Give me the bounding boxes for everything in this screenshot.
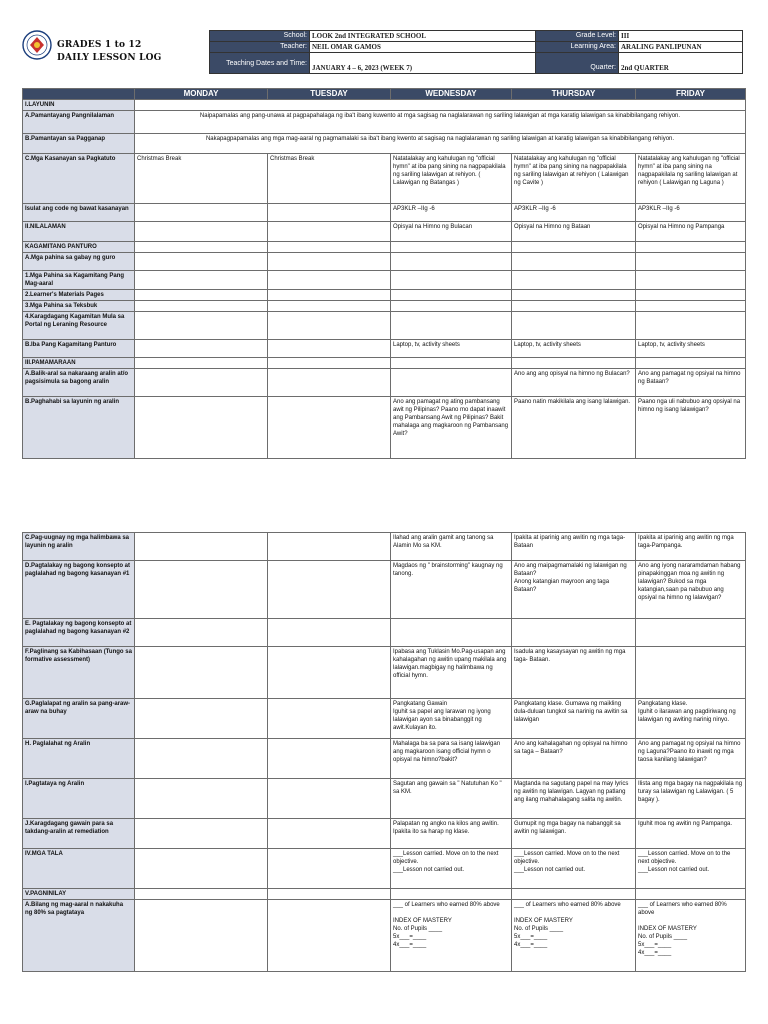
paglalapat-friday: Pangkatang klase. Iguhit o ilarawan ang pagdiriwang ng lalawigan ng awiting narinig ninyo. bbox=[636, 699, 746, 739]
empty-cell bbox=[391, 889, 512, 900]
empty-cell bbox=[268, 204, 391, 222]
empty-cell bbox=[135, 819, 268, 849]
pamantayang-pangnilalaman-text: Naipapamalas ang pang-unawa at pagpapahalaga ng iba't ibang kuwento at mga sagisag na naglalarawan ng sariling lalawigan at mga karatig lalawigan sa kinabibilangang rehiyon. bbox=[135, 111, 746, 134]
empty-cell bbox=[512, 312, 636, 340]
empty-cell bbox=[135, 739, 268, 779]
empty-cell bbox=[135, 340, 268, 358]
empty-cell bbox=[135, 561, 268, 619]
mga-tala-friday: ___Lesson carried. Move on to the next objective. ___Lesson not carried out. bbox=[636, 849, 746, 889]
quarter-label: Quarter: bbox=[536, 53, 619, 74]
empty-cell bbox=[135, 533, 268, 561]
mastery-friday: ___ of Learners who earned 80% above INDEX OF MASTERY No. of Pupils ____ 5x___=____ 4x___=____ bbox=[636, 900, 746, 972]
empty-cell bbox=[268, 242, 391, 253]
empty-cell bbox=[636, 889, 746, 900]
dll-title: GRADES 1 to 12 DAILY LESSON LOG bbox=[57, 40, 162, 63]
empty-cell bbox=[268, 647, 391, 699]
kasanayan-thursday: Natatalakay ang kahulugan ng "official hymn" at iba pang sining na nagpapakilala ng sariling lalawigan at rehiyon ( Lalawigan ng Cavite ) bbox=[512, 154, 636, 204]
empty-cell bbox=[268, 849, 391, 889]
empty-cell bbox=[512, 242, 636, 253]
row-label-paglalahat: H. Paglalahat ng Aralin bbox=[23, 739, 135, 779]
row-label-gabay-ng-guro: A.Mga pahina sa gabay ng guro bbox=[23, 253, 135, 271]
day-header-thursday: THURSDAY bbox=[512, 89, 636, 100]
row-label-nilalaman: II.NILALAMAN bbox=[23, 222, 135, 242]
empty-cell bbox=[636, 290, 746, 301]
paghahabi-thursday: Paano natin makikilala ang isang lalawigan. bbox=[512, 397, 636, 459]
lesson-table-page1 bbox=[22, 88, 746, 459]
paglalahat-friday: Ano ang pamagat ng opsiyal na himno ng Laguna?Paano ito inawit ng mga taosa kanilang lalawigan? bbox=[636, 739, 746, 779]
empty-cell bbox=[391, 619, 512, 647]
nilalaman-thursday: Opisyal na Himno ng Bataan bbox=[512, 222, 636, 242]
empty-cell bbox=[268, 739, 391, 779]
row-label-pagtataya: I.Pagtataya ng Aralin bbox=[23, 779, 135, 819]
pagtalakay-1-wednesday: Magdaos ng " brainstorming" kaugnay ng tanong. bbox=[391, 561, 512, 619]
pagtataya-wednesday: Sagutan ang gawain sa " Natutuhan Ko " sa KM. bbox=[391, 779, 512, 819]
empty-cell bbox=[512, 301, 636, 312]
empty-cell bbox=[135, 222, 268, 242]
empty-cell bbox=[135, 301, 268, 312]
empty-cell bbox=[391, 312, 512, 340]
empty-cell bbox=[636, 358, 746, 369]
corner-cell bbox=[23, 89, 135, 100]
empty-cell bbox=[135, 204, 268, 222]
section-mga-tala: IV.MGA TALA bbox=[23, 849, 135, 889]
empty-cell bbox=[268, 369, 391, 397]
pag-uugnay-thursday: Ipakita at iparinig ang awitin ng mga taga- Bataan bbox=[512, 533, 636, 561]
pagtataya-thursday: Magtanda na sagutang papel na may lyrics ng awitin ng lalawigan. Lagyan ng patlang ang ilang mahahalagang salita ng awitin. bbox=[512, 779, 636, 819]
section-pamamaraan: III.PAMAMARAAN bbox=[23, 358, 135, 369]
row-label-pamantayan-sa-pagganap: B.Pamantayan sa Pagganap bbox=[23, 134, 135, 154]
pag-uugnay-friday: Ipakita at iparinig ang awitin ng mga taga-Pampanga. bbox=[636, 533, 746, 561]
empty-cell bbox=[268, 397, 391, 459]
row-label-learners-materials: 2.Learner's Materials Pages bbox=[23, 290, 135, 301]
kasanayan-friday: Natatalakay ang kahulugan ng "official hymn" at iba pang sining na nagpapakilala ng sariling lalawigan at rehiyon ( Lalawigan ng Laguna ) bbox=[636, 154, 746, 204]
day-header-wednesday: WEDNESDAY bbox=[391, 89, 512, 100]
empty-cell bbox=[268, 340, 391, 358]
pag-uugnay-wednesday: Ilahad ang aralin gamit ang tanong sa Alamin Mo sa KM. bbox=[391, 533, 512, 561]
row-label-balik-aral: A.Balik-aral sa nakaraang aralin at/o pagsisimula sa bagong aralin bbox=[23, 369, 135, 397]
empty-cell bbox=[135, 358, 268, 369]
empty-cell bbox=[135, 369, 268, 397]
row-label-pagtalakay-1: D.Pagtalakay ng bagong konsepto at paglalahad ng bagong kasanayan #1 bbox=[23, 561, 135, 619]
karagdagang-friday: Iguhit moa ng awitin ng Pampanga. bbox=[636, 819, 746, 849]
dll-header bbox=[22, 30, 745, 74]
empty-cell bbox=[512, 290, 636, 301]
empty-cell bbox=[268, 699, 391, 739]
nilalaman-wednesday: Opisyal na Himno ng Bulacan bbox=[391, 222, 512, 242]
row-label-kagamitang-pang-mag-aaral: 1.Mga Pahina sa Kagamitang Pang Mag-aaral bbox=[23, 271, 135, 290]
empty-cell bbox=[636, 647, 746, 699]
section-kagamitang-panturo: KAGAMITANG PANTURO bbox=[23, 242, 135, 253]
empty-cell bbox=[268, 619, 391, 647]
empty-cell bbox=[636, 301, 746, 312]
row-label-paglinang: F.Paglinang sa Kabihasaan (Tungo sa formative assessment) bbox=[23, 647, 135, 699]
row-label-code: Isulat ang code ng bawat kasanayan bbox=[23, 204, 135, 222]
pamantayan-sa-pagganap-text: Nakapagpapamalas ang mga mag-aaral ng pagmamalaki sa iba't ibang kwento at sagisag na naglalarawan ng sariling lalawigan at karatig lalawigan sa kinabibilangang rehiyon. bbox=[135, 134, 746, 154]
deped-seal-icon bbox=[22, 30, 52, 60]
empty-cell bbox=[636, 312, 746, 340]
teacher-label: Teacher: bbox=[210, 42, 310, 53]
day-header-friday: FRIDAY bbox=[636, 89, 746, 100]
empty-cell bbox=[268, 779, 391, 819]
area-label: Learning Area: bbox=[536, 42, 619, 53]
row-label-pag-uugnay: C.Pag-uugnay ng mga halimbawa sa layunin ng aralin bbox=[23, 533, 135, 561]
row-label-pagtalakay-2: E. Pagtalakay ng bagong konsepto at paglalahad ng bagong kasanayan #2 bbox=[23, 619, 135, 647]
mga-tala-thursday: ___Lesson carried. Move on to the next objective. ___Lesson not carried out. bbox=[512, 849, 636, 889]
balik-aral-friday: Ano ang pamagat ng opsiyal na himno ng Bataan? bbox=[636, 369, 746, 397]
empty-cell bbox=[512, 271, 636, 290]
empty-cell bbox=[135, 271, 268, 290]
dates-label: Teaching Dates and Time: bbox=[210, 53, 310, 74]
paghahabi-friday: Paano nga uli nabubuo ang opsiyal na himno ng isang lalawigan? bbox=[636, 397, 746, 459]
empty-cell bbox=[268, 819, 391, 849]
empty-cell bbox=[512, 358, 636, 369]
empty-cell bbox=[135, 290, 268, 301]
empty-cell bbox=[135, 397, 268, 459]
area-value: ARALING PANLIPUNAN bbox=[619, 42, 743, 53]
pagtataya-friday: Ilista ang mga bagay na nagpakilala ng turay sa lalawigan ng Lalawigan. ( 5 bagay ). bbox=[636, 779, 746, 819]
dates-value: JANUARY 4 – 6, 2023 (WEEK 7) bbox=[310, 53, 536, 74]
kasanayan-wednesday: Natatalakay ang kahulugan ng "official hymn" at iba pang sining na nagpapakilala ng sariling lalawigan at rehiyon. ( Lalawigan ng Batangas ) bbox=[391, 154, 512, 204]
empty-cell bbox=[391, 242, 512, 253]
code-friday: AP3KLR –IIg -6 bbox=[636, 204, 746, 222]
lesson-table-page2 bbox=[22, 532, 746, 972]
school-info-table bbox=[209, 30, 743, 74]
empty-cell bbox=[391, 253, 512, 271]
iba-thursday: Laptop, tv, activity sheets bbox=[512, 340, 636, 358]
paglalahat-thursday: Ano ang kahalagahan ng opisyal na himno sa taga – Bataan? bbox=[512, 739, 636, 779]
row-label-paghahabi: B.Paghahabi sa layunin ng aralin bbox=[23, 397, 135, 459]
balik-aral-thursday: Ano ang ang opisyal na himno ng Bulacan? bbox=[512, 369, 636, 397]
empty-cell bbox=[135, 647, 268, 699]
iba-wednesday: Laptop, tv, activity sheets bbox=[391, 340, 512, 358]
empty-cell bbox=[268, 533, 391, 561]
school-label: School: bbox=[210, 31, 310, 42]
empty-cell bbox=[391, 301, 512, 312]
paglalahat-wednesday: Mahalaga ba sa para sa isang lalawigan ang magkaroon isang official hymn o opisyal na himno?bakit? bbox=[391, 739, 512, 779]
empty-cell bbox=[268, 222, 391, 242]
grade-label: Grade Level: bbox=[536, 31, 619, 42]
row-label-pamantayang-pangnilalaman: A.Pamantayang Pangnilalaman bbox=[23, 111, 135, 134]
empty-cell bbox=[391, 271, 512, 290]
empty-cell bbox=[268, 290, 391, 301]
paghahabi-wednesday: Ano ang pamagat ng ating pambansang awit ng Pilipinas? Paano mo dapat inaawit ang Pambansang Awit ng Pilipinas? Bakit mahalaga ang magkaroon ng Pambansang Awit? bbox=[391, 397, 512, 459]
empty-cell bbox=[268, 561, 391, 619]
empty-cell bbox=[391, 290, 512, 301]
mastery-wednesday: ___ of Learners who earned 80% above INDEX OF MASTERY No. of Pupils ____ 5x___=____ 4x___=____ bbox=[391, 900, 512, 972]
empty-cell bbox=[636, 619, 746, 647]
iba-friday: Laptop, tv, activity sheets bbox=[636, 340, 746, 358]
empty-cell bbox=[391, 358, 512, 369]
nilalaman-friday: Opisyal na Himno ng Pampanga bbox=[636, 222, 746, 242]
row-label-bilang-ng-mag-aaral: A.Bilang ng mag-aaral n nakakuha ng 80% sa pagtataya bbox=[23, 900, 135, 972]
school-value: LOOK 2nd INTEGRATED SCHOOL bbox=[310, 31, 536, 42]
empty-cell bbox=[268, 312, 391, 340]
empty-cell bbox=[268, 253, 391, 271]
empty-cell bbox=[135, 312, 268, 340]
grade-value: III bbox=[619, 31, 743, 42]
empty-cell bbox=[135, 849, 268, 889]
kasanayan-tuesday: Christmas Break bbox=[268, 154, 391, 204]
empty-cell bbox=[636, 271, 746, 290]
day-header-monday: MONDAY bbox=[135, 89, 268, 100]
empty-cell bbox=[268, 271, 391, 290]
empty-cell bbox=[135, 253, 268, 271]
teacher-value: NEIL OMAR GAMOS bbox=[310, 42, 536, 53]
mastery-thursday: ___ of Learners who earned 80% above INDEX OF MASTERY No. of Pupils ____ 5x___=____ 4x___=____ bbox=[512, 900, 636, 972]
empty-cell bbox=[512, 889, 636, 900]
code-thursday: AP3KLR –IIg -6 bbox=[512, 204, 636, 222]
empty-cell bbox=[268, 900, 391, 972]
paglinang-thursday: Isadula ang kasaysayan ng awitin ng mga taga- Bataan. bbox=[512, 647, 636, 699]
quarter-value: 2nd QUARTER bbox=[619, 53, 743, 74]
karagdagang-wednesday: Palapatan ng angko na kilos ang awitin. Ipakita ito sa harap ng klase. bbox=[391, 819, 512, 849]
empty-cell bbox=[268, 358, 391, 369]
empty-cell bbox=[636, 253, 746, 271]
empty-cell bbox=[268, 301, 391, 312]
empty-cell bbox=[135, 900, 268, 972]
empty-cell bbox=[135, 100, 746, 111]
pagtalakay-1-thursday: Ano ang maipagmamalaki ng lalawigan ng Bataan? Anong katangian mayroon ang taga Bataan? bbox=[512, 561, 636, 619]
row-label-learning-resource: 4.Karagdagang Kagamitan Mula sa Portal ng Leraning Resource bbox=[23, 312, 135, 340]
paglinang-wednesday: Ipabasa ang Tuklasin Mo.Pag-usapan ang kahalagahan ng awitin upang makilala ang lalawigan.magbigay ng halimbawa ng official hymn. bbox=[391, 647, 512, 699]
paglalapat-thursday: Pangkatang klase. Gumawa ng maikling dula-duluan tungkol sa narinig na awitin sa lalawigan bbox=[512, 699, 636, 739]
empty-cell bbox=[268, 889, 391, 900]
empty-cell bbox=[135, 889, 268, 900]
row-label-karagdagang-gawain: J.Karagdagang gawain para sa takdang-aralin at remediation bbox=[23, 819, 135, 849]
section-pagninilay: V.PAGNINILAY bbox=[23, 889, 135, 900]
row-label-iba-pang-kagamitan: B.Iba Pang Kagamitang Panturo bbox=[23, 340, 135, 358]
kasanayan-monday: Christmas Break bbox=[135, 154, 268, 204]
empty-cell bbox=[135, 699, 268, 739]
empty-cell bbox=[636, 242, 746, 253]
section-layunin: I.LAYUNIN bbox=[23, 100, 135, 111]
row-label-paglalapat: G.Paglalapat ng aralin sa pang-araw-araw na buhay bbox=[23, 699, 135, 739]
empty-cell bbox=[135, 779, 268, 819]
pagtalakay-1-friday: Ano ang iyong nararamdaman habang pinapakinggan moa ng awitin ng lalawigan? Bukod sa mga katangian,saan pa nabubuo ang opsiyal na himno ng lalawigan? bbox=[636, 561, 746, 619]
day-header-tuesday: TUESDAY bbox=[268, 89, 391, 100]
empty-cell bbox=[512, 253, 636, 271]
empty-cell bbox=[135, 619, 268, 647]
code-wednesday: AP3KLR –IIg -6 bbox=[391, 204, 512, 222]
karagdagang-thursday: Gumupit ng mga bagay na nabanggit sa awitin ng lalawigan. bbox=[512, 819, 636, 849]
row-label-kasanayan: C.Mga Kasanayan sa Pagkatuto bbox=[23, 154, 135, 204]
row-label-teksbuk: 3.Mga Pahina sa Teksbuk bbox=[23, 301, 135, 312]
empty-cell bbox=[391, 369, 512, 397]
empty-cell bbox=[512, 619, 636, 647]
mga-tala-wednesday: ___Lesson carried. Move on to the next objective. ___Lesson not carried out. bbox=[391, 849, 512, 889]
empty-cell bbox=[135, 242, 268, 253]
paglalapat-wednesday: Pangkatang Gawain Iguhit sa papel ang larawan ng iyong lalawigan ayon sa binabanggit ng awit.Kulayan ito. bbox=[391, 699, 512, 739]
